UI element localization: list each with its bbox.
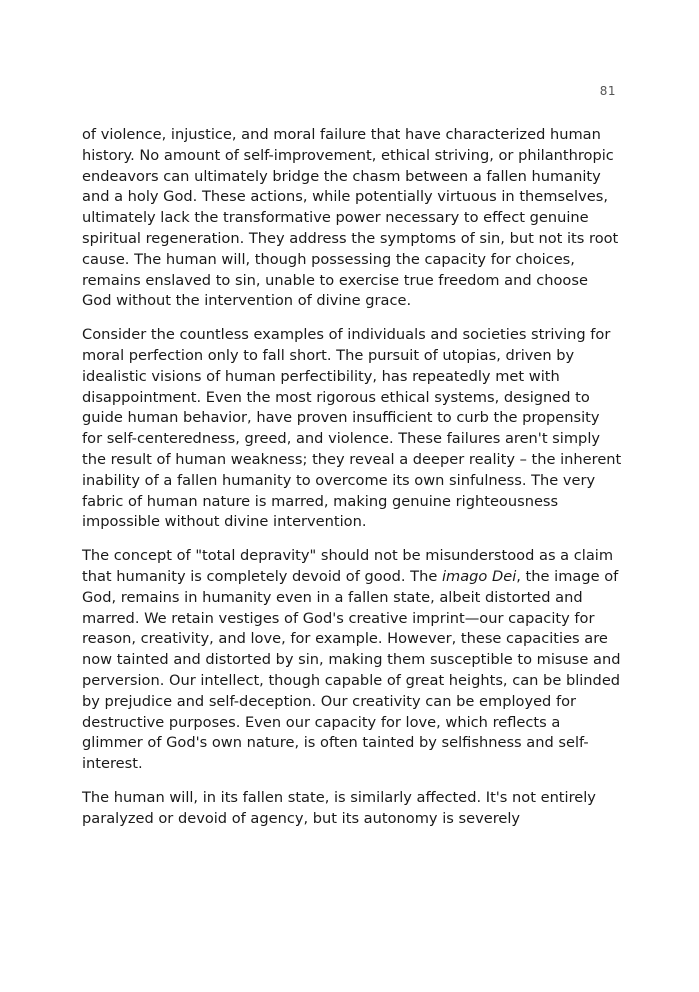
paragraph-4: The human will, in its fallen state, is similarly affected. It's not entirely paralyzed or devoid of agency, but its autonomy is severely [82, 788, 596, 827]
paragraph-3-text-before: The concept of "total depravity" should not be misunderstood as a claim that humanity is completely devoid of good. The [82, 547, 614, 585]
body-text [82, 125, 622, 843]
paragraph-3 [82, 546, 622, 775]
paragraph-3-text-after: , the image of God, remains in humanity even in a fallen state, albeit distorted and marred. We retain vestiges of God's creative imprint—our capacity for reason, creativity, and love, for example. However, these capacities are now tainted and distorted by sin, making them susceptible to misuse and perversion. Our intellect, though capable of great heights, can be blinded by prejudice and self-deception. Our creativity can be employed for destructive purposes. Even our capacity for love, which reflects a glimmer of God's own nature, is often tainted by selfishness and self-interest. [82, 567, 621, 773]
paragraph-1: of violence, injustice, and moral failure that have characterized human history. No amount of self-improvement, ethical striving, or philanthropic endeavors can ultimately bridge the chasm between a fallen humanity and a holy God. These actions, while potentially virtuous in themselves, ultimately lack the transformative power necessary to effect genuine spiritual regeneration. They address the symptoms of sin, but not its root cause. The human will, though possessing the capacity for choices, remains enslaved to sin, unable to exercise true freedom and choose God without the intervention of divine grace. [82, 126, 619, 310]
imago-dei-emphasis: imago Dei [441, 567, 517, 585]
paragraph-2: Consider the countless examples of individuals and societies striving for moral perfection only to fall short. The pursuit of utopias, driven by idealistic visions of human perfectibility, has repeatedly met with disappointment. Even the most rigorous ethical systems, designed to guide human behavior, have proven insufficient to curb the propensity for self-centeredness, greed, and violence. These failures aren't simply the result of human weakness; they reveal a deeper reality – the inherent inability of a fallen humanity to overcome its own sinfulness. The very fabric of human nature is marred, making genuine righteousness impossible without divine intervention. [82, 326, 622, 531]
page-number: 81 [599, 84, 616, 98]
